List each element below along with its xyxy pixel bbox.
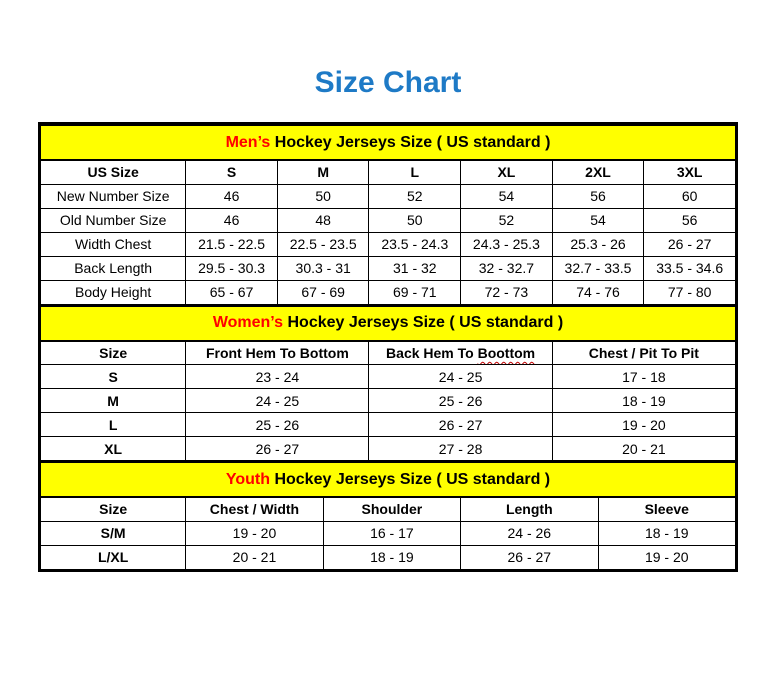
value-cell: 72 - 73 [461, 280, 553, 304]
table-row [41, 280, 736, 304]
row-label-cell: S [41, 365, 186, 389]
column-header-cell: US Size [41, 160, 186, 184]
value-cell: 24 - 25 [186, 389, 369, 413]
value-cell: 24 - 25 [369, 365, 552, 389]
column-header-cell: XL [461, 160, 553, 184]
value-cell: 33.5 - 34.6 [644, 256, 736, 280]
column-header-cell: Front Hem To Bottom [186, 341, 369, 365]
row-label-cell: XL [41, 437, 186, 461]
column-header-cell: S [186, 160, 278, 184]
value-cell: 29.5 - 30.3 [186, 256, 278, 280]
value-cell: 32.7 - 33.5 [552, 256, 644, 280]
youth-size-table-body [41, 462, 736, 569]
section-title: Youth Hockey Jerseys Size ( US standard ) [41, 462, 736, 497]
column-header-cell: 2XL [552, 160, 644, 184]
row-label-cell: Back Length [41, 256, 186, 280]
value-cell: 48 [277, 208, 369, 232]
row-label-cell: Old Number Size [41, 208, 186, 232]
value-cell: 32 - 32.7 [461, 256, 553, 280]
table-row [41, 232, 736, 256]
value-cell: 24 - 26 [461, 521, 598, 545]
value-cell: 30.3 - 31 [277, 256, 369, 280]
column-header-cell: Chest / Width [186, 497, 323, 521]
value-cell: 46 [186, 208, 278, 232]
youth-size-table [40, 461, 736, 570]
value-cell: 16 - 17 [323, 521, 460, 545]
column-header-cell: Back Hem To Boottom [369, 341, 552, 365]
value-cell: 19 - 20 [598, 545, 735, 569]
row-label-cell: L [41, 413, 186, 437]
column-header-cell: Length [461, 497, 598, 521]
section-title-highlight: Women’s [212, 314, 284, 331]
value-cell: 24.3 - 25.3 [461, 232, 553, 256]
row-label-cell: Width Chest [41, 232, 186, 256]
value-cell: 25.3 - 26 [552, 232, 644, 256]
column-header-cell: M [277, 160, 369, 184]
table-row [41, 208, 736, 232]
table-row [41, 437, 736, 461]
value-cell: 18 - 19 [598, 521, 735, 545]
row-label-cell: M [41, 389, 186, 413]
value-cell: 26 - 27 [461, 545, 598, 569]
value-cell: 25 - 26 [369, 389, 552, 413]
row-label-cell: S/M [41, 521, 186, 545]
column-header-cell: Chest / Pit To Pit [552, 341, 735, 365]
value-cell: 31 - 32 [369, 256, 461, 280]
size-chart [38, 122, 738, 572]
value-cell: 19 - 20 [552, 413, 735, 437]
womens-size-table-body [41, 306, 736, 461]
value-cell: 54 [552, 208, 644, 232]
value-cell: 26 - 27 [369, 413, 552, 437]
value-cell: 26 - 27 [644, 232, 736, 256]
value-cell: 54 [461, 184, 553, 208]
value-cell: 77 - 80 [644, 280, 736, 304]
value-cell: 50 [369, 208, 461, 232]
value-cell: 17 - 18 [552, 365, 735, 389]
value-cell: 56 [552, 184, 644, 208]
value-cell: 60 [644, 184, 736, 208]
row-label-cell: Body Height [41, 280, 186, 304]
value-cell: 74 - 76 [552, 280, 644, 304]
value-cell: 52 [369, 184, 461, 208]
value-cell: 20 - 21 [186, 545, 323, 569]
column-header-cell: L [369, 160, 461, 184]
value-cell: 20 - 21 [552, 437, 735, 461]
row-label-cell: L/XL [41, 545, 186, 569]
table-row [41, 413, 736, 437]
value-cell: 18 - 19 [323, 545, 460, 569]
value-cell: 27 - 28 [369, 437, 552, 461]
value-cell: 19 - 20 [186, 521, 323, 545]
mens-size-table [40, 124, 736, 305]
mens-size-table-body [41, 125, 736, 304]
value-cell: 23 - 24 [186, 365, 369, 389]
value-cell: 23.5 - 24.3 [369, 232, 461, 256]
row-label-cell: New Number Size [41, 184, 186, 208]
value-cell: 25 - 26 [186, 413, 369, 437]
page-title: Size Chart [314, 66, 462, 99]
column-header-cell: Size [41, 497, 186, 521]
column-header-cell: 3XL [644, 160, 736, 184]
value-cell: 56 [644, 208, 736, 232]
womens-size-table [40, 305, 736, 462]
table-row [41, 365, 736, 389]
table-row [41, 389, 736, 413]
value-cell: 26 - 27 [186, 437, 369, 461]
value-cell: 52 [461, 208, 553, 232]
value-cell: 21.5 - 22.5 [186, 232, 278, 256]
table-row [41, 545, 736, 569]
section-title-highlight: Youth [225, 470, 270, 488]
value-cell: 69 - 71 [369, 280, 461, 304]
section-title: Women’s Hockey Jerseys Size ( US standard ) [41, 306, 736, 341]
table-row [41, 184, 736, 208]
value-cell: 46 [186, 184, 278, 208]
value-cell: 67 - 69 [277, 280, 369, 304]
table-row [41, 256, 736, 280]
column-header-cell: Size [41, 341, 186, 365]
value-cell: 18 - 19 [552, 389, 735, 413]
misspelled-word: Boottom [477, 344, 536, 361]
value-cell: 50 [277, 184, 369, 208]
column-header-cell: Shoulder [323, 497, 460, 521]
value-cell: 65 - 67 [186, 280, 278, 304]
value-cell: 22.5 - 23.5 [277, 232, 369, 256]
section-title-highlight: Men’s [225, 133, 271, 151]
column-header-cell: Sleeve [598, 497, 735, 521]
table-row [41, 521, 736, 545]
section-title: Men’s Hockey Jerseys Size ( US standard ) [41, 125, 736, 160]
